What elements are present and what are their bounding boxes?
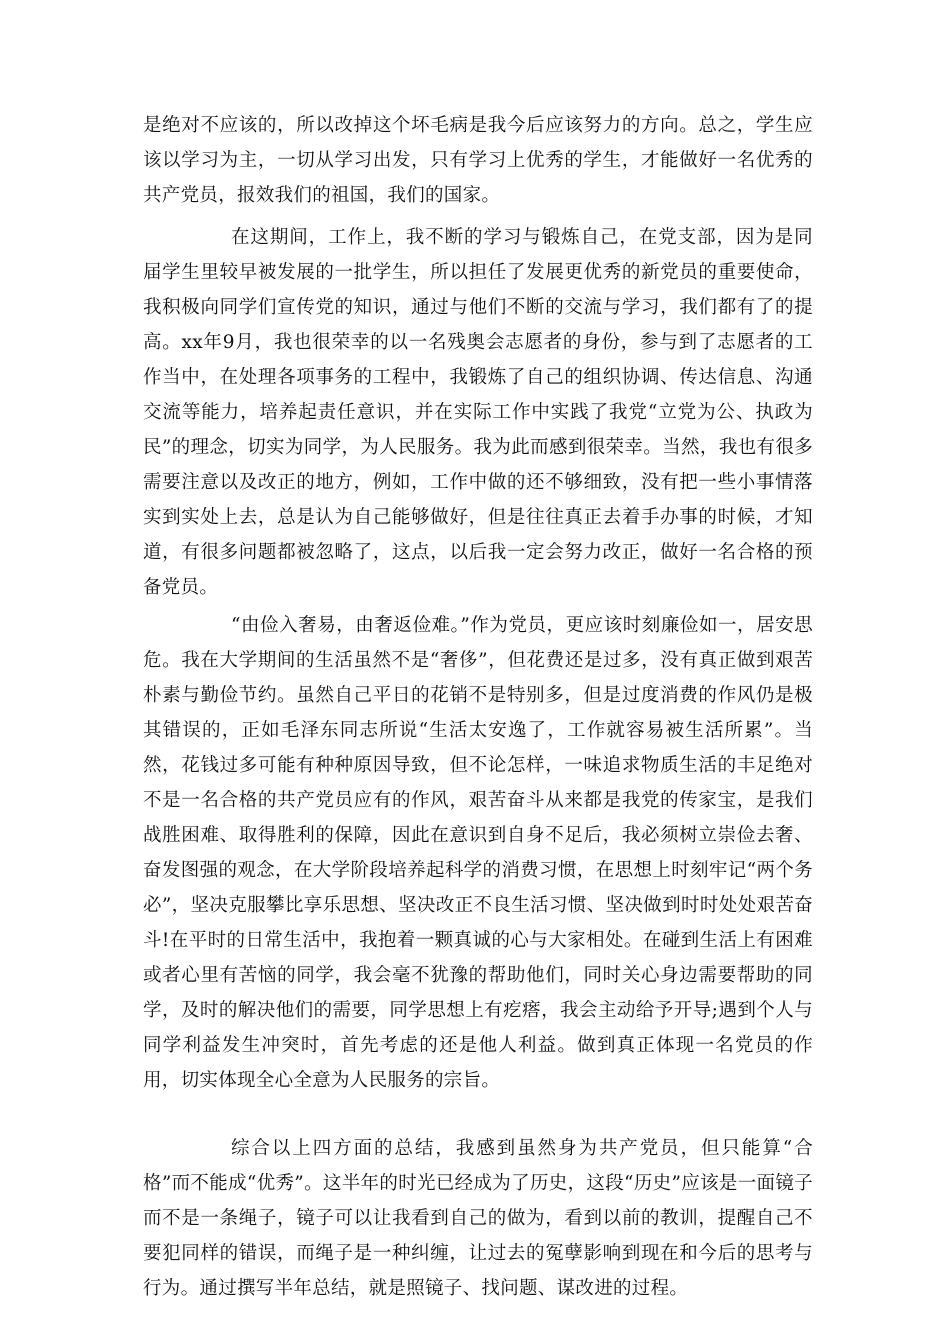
paragraph-work: 在这期间，工作上，我不断的学习与锻炼自己，在党支部，因为是同届学生里较早被发展的一批学生，所以担任了发展更优秀的新党员的重要使命，我积极向同学们宣传党的知识，通过与他们不断的交流与学习，我们都有了的提高。xx年9月，我也很荣幸的以一名残奥会志愿者的身份，参与到了志愿者的工作当中，在处理各项事务的工程中，我锻炼了自己的组织协调、传达信息、沟通交流等能力，培养起责任意识，并在实际工作中实践了我党“立党为公、执政为民”的理念，切实为同学，为人民服务。我为此而感到很荣幸。当然，我也有很多需要注意以及改正的地方，例如，工作中做的还不够细致，没有把一些小事情落实到实处上去，总是认为自己能够做好，但是往往真正去着手办事的时候，才知道，有很多问题都被忽略了，这点，以后我一定会努力改正，做好一名合格的预备党员。 [143, 227, 813, 598]
paragraph-frugality: “由俭入奢易，由奢返俭难。”作为党员，更应该时刻廉俭如一，居安思危。我在大学期间的生活虽然不是“奢侈”，但花费还是过多，没有真正做到艰苦朴素与勤俭节约。虽然自己平日的花销不是特别多，但是过度消费的作风仍是极其错误的，正如毛泽东同志所说“生活太安逸了，工作就容易被生活所累”。当然，花钱过多可能有种种原因导致，但不论怎样，一味追求物质生活的丰足绝对不是一名合格的共产党员应有的作风，艰苦奋斗从来都是我党的传家宝，是我们战胜困难、取得胜利的保障，因此在意识到自身不足后，我必须树立崇俭去奢、奋发图强的观念，在大学阶段培养起科学的消费习惯，在思想上时刻牢记“两个务必”，坚决克服攀比享乐思想、坚决改正不良生活习惯、坚决做到时时处处艰苦奋斗!在平时的日常生活中，我抱着一颗真诚的心与大家相处。在碰到生活上有困难或者心里有苦恼的同学，我会毫不犹豫的帮助他们，同时关心身边需要帮助的同学，及时的解决他们的需要，同学思想上有疙瘩，我会主动给予开导;遇到个人与同学利益发生冲突时，首先考虑的还是他人利益。做到真正体现一名党员的作用，切实体现全心全意为人民服务的宗旨。 [143, 615, 813, 1091]
paragraph-summary: 综合以上四方面的总结，我感到虽然身为共产党员，但只能算“合格”而不能成“优秀”。这半年的时光已经成为了历史，这段“历史”应该是一面镜子而不是一条绳子，镜子可以让我看到自己的做为，看到以前的教训，提醒自己不要犯同样的错误，而绳子是一种纠缠，让过去的冤孽影响到现在和今后的思考与行为。通过撰写半年总结，就是照镜子、找问题、谋改进的过程。 [143, 1138, 813, 1299]
paragraph-continuation: 是绝对不应该的，所以改掉这个坏毛病是我今后应该努力的方向。总之，学生应该以学习为主，一切从学习出发，只有学习上优秀的学生，才能做好一名优秀的共产党员，报效我们的祖国，我们的国家。 [143, 115, 813, 206]
